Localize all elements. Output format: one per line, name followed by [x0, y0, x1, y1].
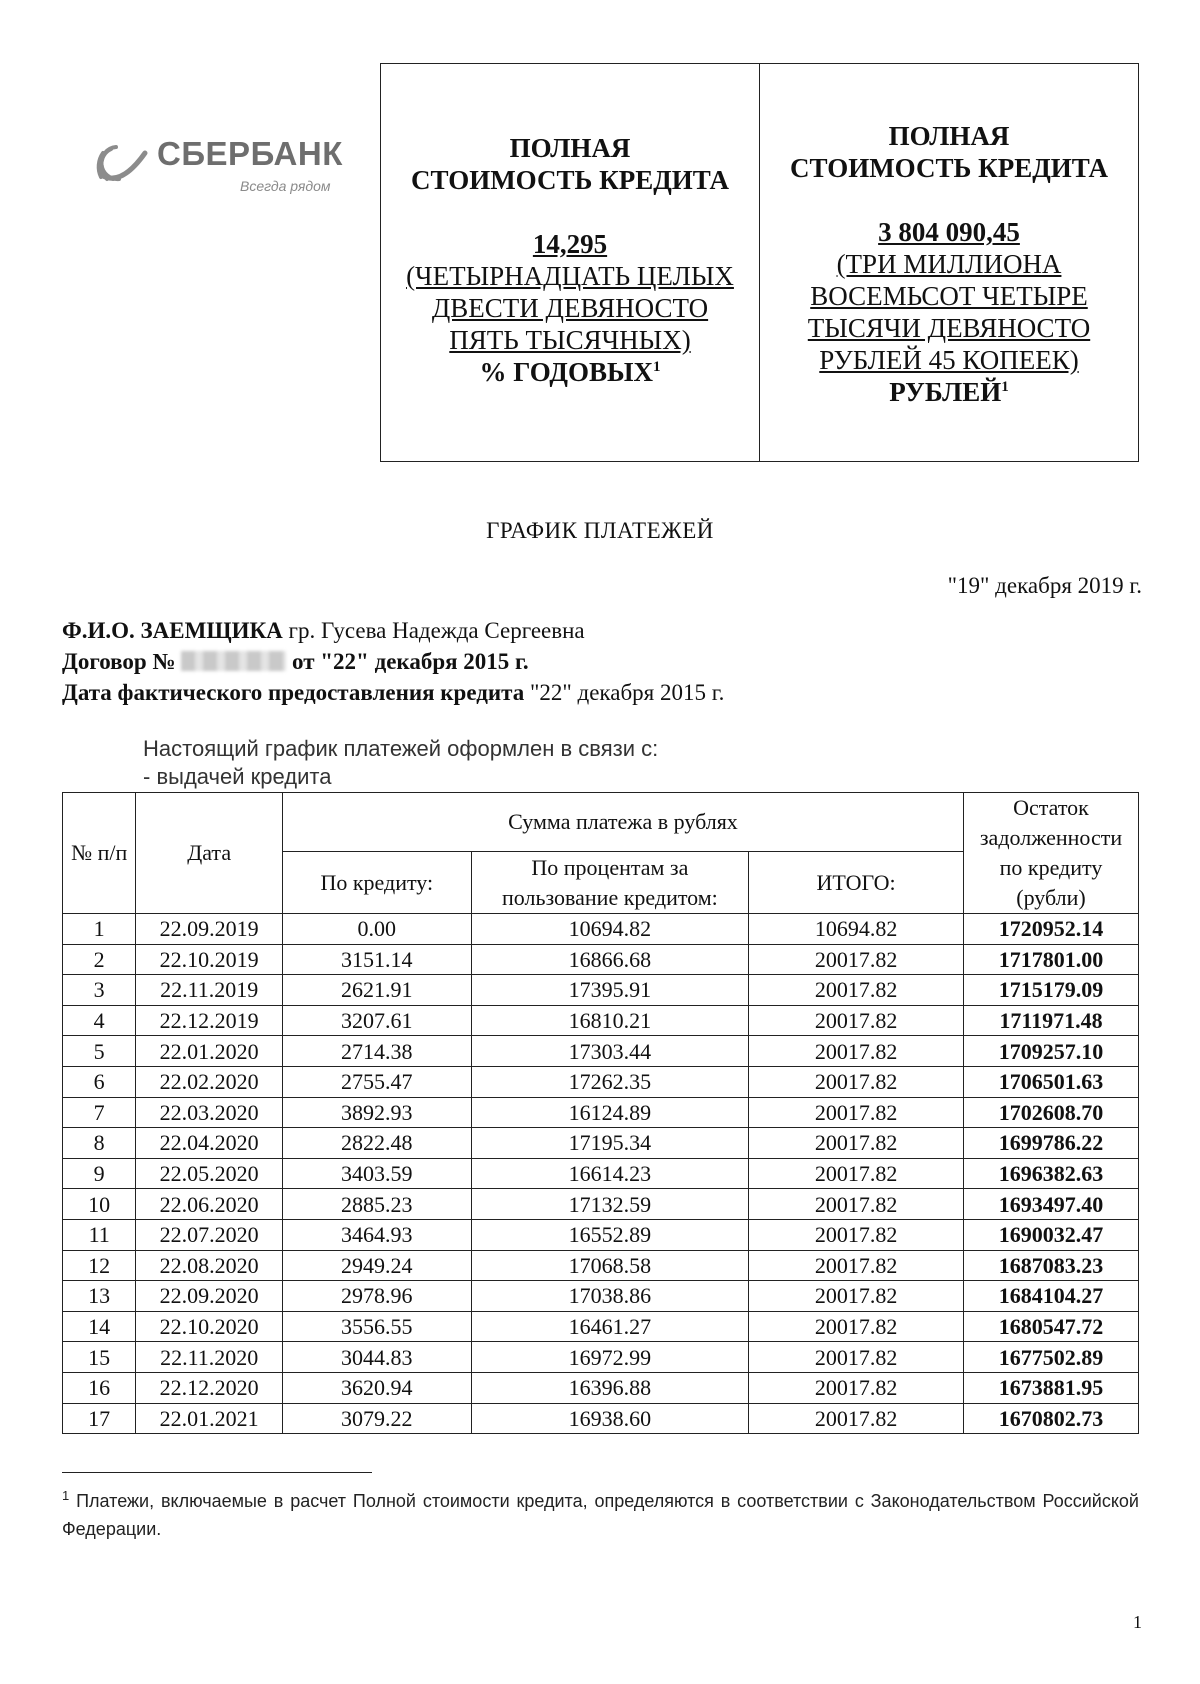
- issue-date-line: [62, 677, 724, 708]
- psk-rub-value: 3 804 090,45: [878, 217, 1020, 247]
- principal-amount: 3620.94: [283, 1372, 472, 1403]
- row-number: 4: [63, 1005, 136, 1036]
- schedule-rows: [63, 914, 1139, 1434]
- reason-line-1: Настоящий график платежей оформлен в связи с:: [143, 736, 659, 761]
- table-row: [63, 914, 1139, 945]
- total-amount: 20017.82: [749, 1250, 964, 1281]
- psk-percent-unit: [381, 356, 759, 388]
- footnote-mark: 1: [62, 1488, 70, 1503]
- interest-amount: 16866.68: [471, 944, 749, 975]
- psk-rub-unit-text: РУБЛЕЙ: [889, 377, 1002, 407]
- borrower-name: гр. Гусева Надежда Сергеевна: [288, 618, 585, 643]
- row-number: 6: [63, 1066, 136, 1097]
- row-number: 12: [63, 1250, 136, 1281]
- remaining-balance: 1670802.73: [963, 1403, 1138, 1434]
- table-row: [63, 1219, 1139, 1250]
- table-row: [63, 1281, 1139, 1312]
- row-number: 1: [63, 914, 136, 945]
- total-amount: 20017.82: [749, 975, 964, 1006]
- total-amount: 20017.82: [749, 1342, 964, 1373]
- payment-date: 22.09.2020: [136, 1281, 283, 1312]
- row-number: 9: [63, 1158, 136, 1189]
- psk-rub-title-2: СТОИМОСТЬ КРЕДИТА: [790, 153, 1108, 183]
- total-amount: 20017.82: [749, 1036, 964, 1067]
- payment-date: 22.10.2020: [136, 1311, 283, 1342]
- psk-percent-unit-text: % ГОДОВЫХ: [479, 357, 653, 387]
- total-amount: 20017.82: [749, 1403, 964, 1434]
- remaining-balance: 1709257.10: [963, 1036, 1138, 1067]
- table-row: [63, 1311, 1139, 1342]
- psk-percent-words-1: (ЧЕТЫРНАДЦАТЬ ЦЕЛЫХ: [406, 261, 734, 291]
- row-number: 10: [63, 1189, 136, 1220]
- col-header-balance: Остаток задолженности по кредиту (рубли): [963, 793, 1138, 914]
- col-header-sum-group: Сумма платежа в рублях: [283, 793, 964, 852]
- payment-date: 22.01.2021: [136, 1403, 283, 1434]
- sberbank-logo: [95, 135, 343, 205]
- bank-name: СБЕРБАНК: [157, 135, 343, 172]
- interest-amount: 17262.35: [471, 1066, 749, 1097]
- row-number: 17: [63, 1403, 136, 1434]
- interest-amount: 16124.89: [471, 1097, 749, 1128]
- issue-date-label: Дата фактического предоставления кредита: [62, 680, 525, 705]
- total-amount: 20017.82: [749, 1189, 964, 1220]
- principal-amount: 3403.59: [283, 1158, 472, 1189]
- borrower-info: [62, 615, 724, 708]
- interest-amount: 16972.99: [471, 1342, 749, 1373]
- row-number: 8: [63, 1128, 136, 1159]
- interest-amount: 17395.91: [471, 975, 749, 1006]
- total-amount: 20017.82: [749, 1005, 964, 1036]
- principal-amount: 2621.91: [283, 975, 472, 1006]
- payment-date: 22.09.2019: [136, 914, 283, 945]
- issue-date-value: "22" декабря 2015 г.: [529, 680, 725, 705]
- psk-percent-words-2: ДВЕСТИ ДЕВЯНОСТО: [431, 293, 709, 323]
- psk-rub-words-1: (ТРИ МИЛЛИОНА: [836, 249, 1062, 279]
- principal-amount: 3079.22: [283, 1403, 472, 1434]
- interest-amount: 16461.27: [471, 1311, 749, 1342]
- table-row: [63, 1128, 1139, 1159]
- total-amount: 20017.82: [749, 1128, 964, 1159]
- row-number: 5: [63, 1036, 136, 1067]
- full-cost-box: [380, 63, 1139, 462]
- interest-amount: 16614.23: [471, 1158, 749, 1189]
- principal-amount: 2978.96: [283, 1281, 472, 1312]
- remaining-balance: 1715179.09: [963, 975, 1138, 1006]
- psk-rub-title-1: ПОЛНАЯ: [888, 121, 1010, 151]
- document-date: "19" декабря 2019 г.: [947, 573, 1142, 598]
- borrower-line: [62, 615, 724, 646]
- row-number: 7: [63, 1097, 136, 1128]
- remaining-balance: 1699786.22: [963, 1128, 1138, 1159]
- psk-rub-unit: [760, 376, 1138, 408]
- table-row: [63, 1372, 1139, 1403]
- row-number: 14: [63, 1311, 136, 1342]
- borrower-label: Ф.И.О. ЗАЕМЩИКА: [62, 618, 283, 643]
- payment-schedule-table: [62, 792, 1139, 1434]
- payment-date: 22.12.2020: [136, 1372, 283, 1403]
- row-number: 11: [63, 1219, 136, 1250]
- table-row: [63, 944, 1139, 975]
- payment-date: 22.11.2020: [136, 1342, 283, 1373]
- table-row: [63, 1342, 1139, 1373]
- full-cost-rubles: [759, 64, 1138, 461]
- reason-line-2: - выдачей кредита: [143, 764, 332, 789]
- principal-amount: 3044.83: [283, 1342, 472, 1373]
- psk-rub-words-2: ВОСЕМЬСОТ ЧЕТЫРЕ: [810, 281, 1088, 311]
- interest-amount: 17068.58: [471, 1250, 749, 1281]
- total-amount: 20017.82: [749, 944, 964, 975]
- psk-percent-value: 14,295: [532, 229, 608, 259]
- psk-rub-words-4: РУБЛЕЙ 45 КОПЕЕК): [819, 345, 1079, 375]
- table-row: [63, 975, 1139, 1006]
- total-amount: 20017.82: [749, 1219, 964, 1250]
- payment-date: 22.08.2020: [136, 1250, 283, 1281]
- interest-amount: 17303.44: [471, 1036, 749, 1067]
- psk-percent-words-3: ПЯТЬ ТЫСЯЧНЫХ): [449, 325, 691, 355]
- col-header-total: ИТОГО:: [749, 852, 964, 914]
- footnote-ref: 1: [653, 359, 661, 375]
- table-row: [63, 1189, 1139, 1220]
- remaining-balance: 1680547.72: [963, 1311, 1138, 1342]
- payment-date: 22.06.2020: [136, 1189, 283, 1220]
- principal-amount: 2885.23: [283, 1189, 472, 1220]
- remaining-balance: 1684104.27: [963, 1281, 1138, 1312]
- table-row: [63, 1250, 1139, 1281]
- footnote-text: Платежи, включаемые в расчет Полной стоимости кредита, определяются в соответствии с Законодательством Российской Федерации.: [62, 1491, 1139, 1539]
- principal-amount: 2755.47: [283, 1066, 472, 1097]
- full-cost-percent: [381, 64, 759, 461]
- total-amount: 20017.82: [749, 1281, 964, 1312]
- principal-amount: 3151.14: [283, 944, 472, 975]
- interest-amount: 16396.88: [471, 1372, 749, 1403]
- schedule-reason: [143, 735, 658, 791]
- principal-amount: 2714.38: [283, 1036, 472, 1067]
- payment-date: 22.10.2019: [136, 944, 283, 975]
- interest-amount: 16810.21: [471, 1005, 749, 1036]
- contract-date: от "22" декабря 2015 г.: [292, 649, 529, 674]
- row-number: 13: [63, 1281, 136, 1312]
- principal-amount: 3207.61: [283, 1005, 472, 1036]
- payment-date: 22.07.2020: [136, 1219, 283, 1250]
- col-header-interest: По процентам за пользование кредитом:: [471, 852, 749, 914]
- remaining-balance: 1696382.63: [963, 1158, 1138, 1189]
- contract-line: [62, 646, 724, 677]
- remaining-balance: 1706501.63: [963, 1066, 1138, 1097]
- footnote: [62, 1487, 1139, 1543]
- table-row: [63, 1097, 1139, 1128]
- total-amount: 20017.82: [749, 1097, 964, 1128]
- remaining-balance: 1677502.89: [963, 1342, 1138, 1373]
- row-number: 15: [63, 1342, 136, 1373]
- remaining-balance: 1693497.40: [963, 1189, 1138, 1220]
- table-row: [63, 1036, 1139, 1067]
- principal-amount: 3556.55: [283, 1311, 472, 1342]
- remaining-balance: 1687083.23: [963, 1250, 1138, 1281]
- psk-percent-title-1: ПОЛНАЯ: [509, 133, 631, 163]
- total-amount: 20017.82: [749, 1158, 964, 1189]
- row-number: 2: [63, 944, 136, 975]
- row-number: 3: [63, 975, 136, 1006]
- interest-amount: 17038.86: [471, 1281, 749, 1312]
- principal-amount: 3892.93: [283, 1097, 472, 1128]
- col-header-number: № п/п: [63, 793, 136, 914]
- total-amount: 20017.82: [749, 1311, 964, 1342]
- schedule-title: ГРАФИК ПЛАТЕЖЕЙ: [486, 518, 714, 543]
- total-amount: 20017.82: [749, 1066, 964, 1097]
- sberbank-emblem-icon: [95, 135, 151, 195]
- payment-date: 22.05.2020: [136, 1158, 283, 1189]
- col-header-principal: По кредиту:: [283, 852, 472, 914]
- table-row: [63, 1403, 1139, 1434]
- principal-amount: 2822.48: [283, 1128, 472, 1159]
- principal-amount: 0.00: [283, 914, 472, 945]
- page-number: 1: [1133, 1612, 1142, 1632]
- table-row: [63, 1158, 1139, 1189]
- col-header-date: Дата: [136, 793, 283, 914]
- principal-amount: 2949.24: [283, 1250, 472, 1281]
- bank-slogan: Всегда рядом: [240, 178, 331, 194]
- interest-amount: 16938.60: [471, 1403, 749, 1434]
- interest-amount: 16552.89: [471, 1219, 749, 1250]
- payment-date: 22.12.2019: [136, 1005, 283, 1036]
- table-row: [63, 1005, 1139, 1036]
- redacted-contract-number: [181, 651, 286, 671]
- psk-percent-title-2: СТОИМОСТЬ КРЕДИТА: [411, 165, 729, 195]
- remaining-balance: 1711971.48: [963, 1005, 1138, 1036]
- row-number: 16: [63, 1372, 136, 1403]
- payment-date: 22.02.2020: [136, 1066, 283, 1097]
- remaining-balance: 1702608.70: [963, 1097, 1138, 1128]
- table-row: [63, 1066, 1139, 1097]
- footnote-divider: [62, 1472, 372, 1473]
- interest-amount: 17132.59: [471, 1189, 749, 1220]
- principal-amount: 3464.93: [283, 1219, 472, 1250]
- interest-amount: 10694.82: [471, 914, 749, 945]
- psk-rub-words-3: ТЫСЯЧИ ДЕВЯНОСТО: [807, 313, 1091, 343]
- total-amount: 10694.82: [749, 914, 964, 945]
- remaining-balance: 1690032.47: [963, 1219, 1138, 1250]
- contract-label: Договор №: [62, 649, 176, 674]
- payment-date: 22.11.2019: [136, 975, 283, 1006]
- footnote-ref: 1: [1001, 379, 1009, 395]
- remaining-balance: 1673881.95: [963, 1372, 1138, 1403]
- remaining-balance: 1720952.14: [963, 914, 1138, 945]
- interest-amount: 17195.34: [471, 1128, 749, 1159]
- payment-date: 22.01.2020: [136, 1036, 283, 1067]
- payment-date: 22.04.2020: [136, 1128, 283, 1159]
- total-amount: 20017.82: [749, 1372, 964, 1403]
- payment-date: 22.03.2020: [136, 1097, 283, 1128]
- remaining-balance: 1717801.00: [963, 944, 1138, 975]
